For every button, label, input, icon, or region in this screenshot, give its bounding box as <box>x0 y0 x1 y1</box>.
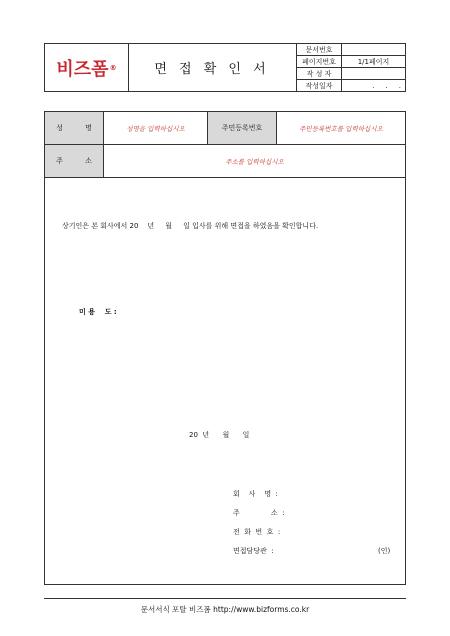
company-address-label: 주 소 : <box>233 509 285 517</box>
doc-number-label: 문서번호 <box>305 45 333 54</box>
name-label: 성 명 <box>56 124 92 132</box>
purpose-label: 미 용 도 : <box>79 308 117 316</box>
interviewer-label: 면접담당관 : <box>233 547 274 555</box>
address-field[interactable]: 주소를 입력하십시오 <box>225 157 284 166</box>
page-number-label: 페이지번호 <box>302 57 336 66</box>
doc-number-value[interactable] <box>342 44 405 55</box>
registered-mark: ® <box>109 63 117 72</box>
resident-number-label: 주민등록번호 <box>221 124 263 132</box>
bizforms-logo <box>45 44 128 91</box>
footer-credit: 문서서식 포탈 비즈폼 http://www.bizforms.co.kr <box>140 605 310 614</box>
confirmation-body <box>44 178 406 585</box>
resident-number-field[interactable]: 주민등록번호를 입력하십시오 <box>299 124 383 133</box>
company-name-label: 회 사 명 : <box>233 490 278 498</box>
issue-date-line: 20 년 월 일 <box>189 431 250 439</box>
company-phone-label: 전 화 번 호 : <box>233 528 281 536</box>
logo-text: 비즈폼 <box>56 58 109 80</box>
author-label: 작 성 자 <box>306 69 332 78</box>
confirmation-statement: 상기인은 본 회사에서 20 년 월 일 입사를 위해 면접을 하였음을 확인합니다. <box>62 222 319 230</box>
date-written-label: 작성일자 <box>305 81 333 90</box>
author-value[interactable] <box>342 68 405 79</box>
footer-divider <box>44 598 406 599</box>
page-number-value: 1/1페이지 <box>357 57 390 66</box>
seal-mark: (인) <box>378 547 391 555</box>
date-written-value[interactable]: . . . <box>372 81 401 90</box>
document-title: 면 접 확 인 서 <box>154 62 270 77</box>
address-label: 주 소 <box>56 157 92 165</box>
name-field[interactable]: 성명을 입력하십시오 <box>126 124 185 133</box>
